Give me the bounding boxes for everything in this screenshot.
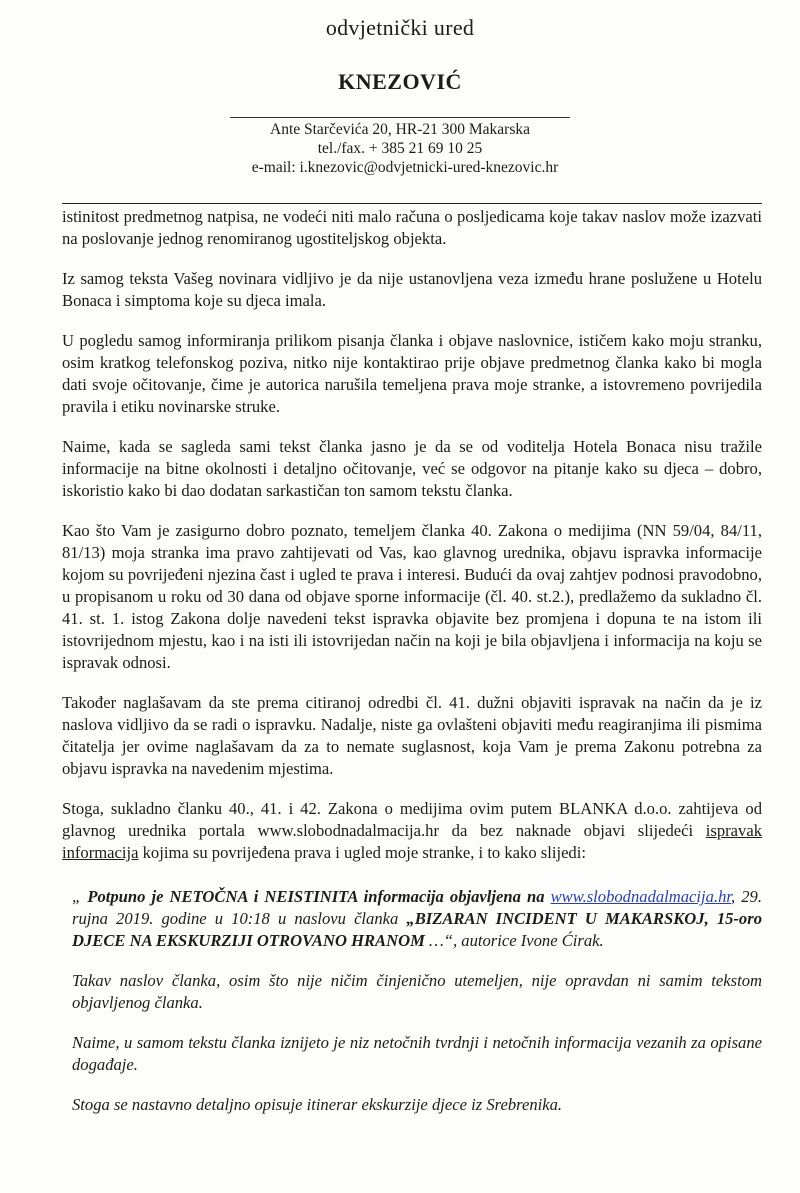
paragraph-text: kojima su povrijeđena prava i ugled moje stranke, i to kako slijedi:	[138, 843, 586, 862]
paragraph: Također naglašavam da ste prema citiranoj odredbi čl. 41. dužni objaviti ispravak na način da je iz naslova vidljivo da se radi o ispravku. Nadalje, niste ga ovlašteni objaviti među reagiranjima ili pismima čitatelja jer ovime naglašavam da za to nemate suglasnost, koja Vam je prema Zakonu potrebna za objavu ispravka na navedenim mjestima.	[62, 693, 762, 778]
correction-text-part: …“, autorice Ivone Ćirak.	[424, 931, 604, 950]
firm-type: odvjetnički ured	[325, 15, 475, 40]
paragraph: Naime, kada se sagleda sami tekst članka jasno je da se od voditelja Hotela Bonaca nisu tražile informacije na bitne okolnosti i detaljno očitovanje, već se odgovor na pitanje kako su djeca – dobro, iskoristio kako bi dao dodatan sarkastičan ton samom tekstu članka.	[62, 437, 762, 500]
letterhead-divider	[230, 117, 570, 118]
letterhead	[0, 14, 800, 177]
article-headline: „BIZARAN INCIDENT U MAKARSKOJ, 15-oro DJECE NA EKSKURZIJI OTROVANO HRANOM	[72, 909, 762, 950]
correction-text-part: , 29. rujna 2019. godine u 10:18 u naslovu članka	[72, 887, 762, 928]
quote-mark: „	[72, 887, 88, 906]
contact-block	[0, 120, 800, 177]
paragraph-text: Stoga, sukladno članku 40., 41. i 42. Zakona o medijima ovim putem BLANKA d.o.o. zahtijeva od glavnog urednika portala www.slobodnadalmacija.hr da bez naknade objavi slijedeći	[62, 799, 762, 840]
correction-paragraph: Naime, u samom tekstu članka iznijeto je niz netočnih tvrdnji i netočnih informacija vezanih za opisane događaje.	[72, 1033, 762, 1074]
correction-paragraph: Takav naslov članka, osim što nije ničim činjenično utemeljen, nije opravdan ni samim tekstom objavljenog članka.	[72, 971, 762, 1012]
paragraph: U pogledu samog informiranja prilikom pisanja članka i objave naslovnice, ističem kako moju stranku, osim kratkog telefonskog poziva, nitko nije kontaktirao prije objave predmetnog članka kako bi mogla dati svoje očitovanje, čime je autorica narušila temeljena prava moje stranke, a istovremeno povrijedila pravila i etiku novinarske struke.	[62, 331, 762, 416]
paragraph: istinitost predmetnog natpisa, ne vodeći niti malo računa o posljedicama koje takav naslov može izazvati na poslovanje jednog renomiranog ugostiteljskog objekta.	[62, 203, 762, 250]
email-line: e-mail: i.knezovic@odvjetnicki-ured-knezovic.hr	[251, 159, 559, 176]
phone-line: tel./fax. + 385 21 69 10 25	[317, 140, 483, 157]
paragraph: Iz samog teksta Vašeg novinara vidljivo je da nije ustanovljena veza između hrane poslužene u Hotelu Bonaca i simptoma koje su djeca imala.	[62, 269, 762, 310]
correction-text	[72, 886, 762, 1116]
address-line: Ante Starčevića 20, HR-21 300 Makarska	[270, 121, 530, 138]
letter-body	[62, 203, 762, 1134]
portal-link[interactable]: www.slobodnadalmacija.hr	[550, 887, 731, 906]
correction-paragraph: Stoga se nastavno detaljno opisuje itinerar ekskurzije djece iz Srebrenika.	[72, 1095, 563, 1114]
firm-name: KNEZOVIĆ	[338, 69, 462, 94]
correction-paragraph	[72, 886, 762, 952]
bold-statement: Potpuno je NETOČNA i NEISTINITA informacija objavljena na	[87, 887, 545, 906]
paragraph	[62, 798, 762, 864]
underlined-phrase: ispravak informacija	[62, 821, 762, 862]
paragraph: Kao što Vam je zasigurno dobro poznato, temeljem članka 40. Zakona o medijima (NN 59/04, 84/11, 81/13) moja stranka ima pravo zahtijevati od Vas, kao glavnog urednika, objavu ispravka informacije kojom su povrijeđeni njezina čast i ugled te prava i interesi. Budući da ovaj zahtjev podnosi pravodobno, u propisanom u roku od 30 dana od objave sporne informacije (čl. 40. st.2.), predlažemo da sukladno čl. 41. st. 1. istog Zakona dolje navedeni tekst ispravka objavite bez promjena i dopuna te na istom ili istovrijednom mjestu, kao i na isti ili istovrijedan način na koji je bila objavljena i informacija na koju se ispravak odnosi.	[62, 521, 762, 672]
